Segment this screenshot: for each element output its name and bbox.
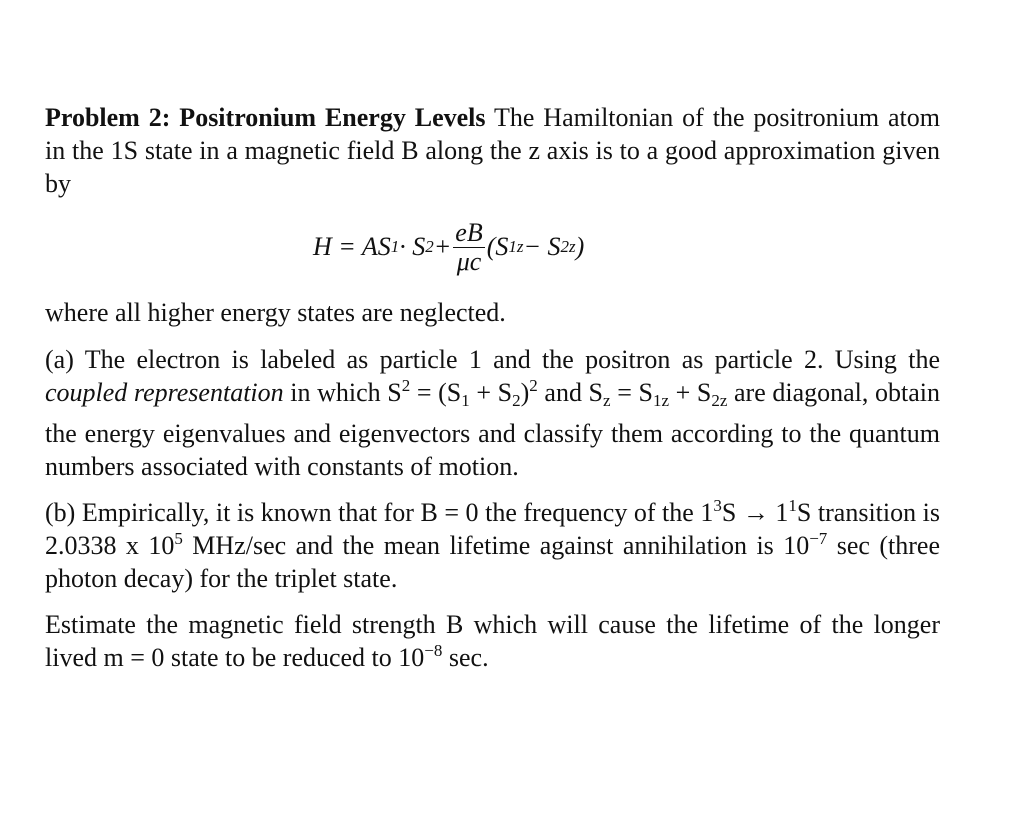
after-equation-text: where all higher energy states are neglected. [45,298,506,327]
part-a-text-2: in which S [283,378,402,407]
eq-paren-open: (S [486,232,509,261]
problem-heading: Problem 2: Positronium Energy Levels [45,103,486,132]
part-a-text-5: ) [520,378,530,407]
eq-lhs: H = AS [313,232,391,261]
part-a-sub-z: z [603,391,611,410]
problem-document [45,101,940,674]
part-b-text-5: sec (three photon decay) for the triplet state. [45,531,940,593]
part-b-sup-minus-7: −7 [809,529,828,548]
part-a-text-7: = S [610,378,653,407]
problem-intro-text: The Hamiltonian of the positronium atom in the 1S state in a magnetic field B along the z axis is to a good approximation given by [45,103,940,198]
eq-fraction [453,219,484,276]
part-a-text-8: + S [668,378,712,407]
hamiltonian-equation [313,216,584,278]
eq-sub-2: 2 [425,237,434,256]
part-b-sup-1: 1 [788,496,797,515]
part-b-text-4: MHz/sec and the mean lifetime against annihilation is 10 [182,531,810,560]
part-b-sup-5: 5 [174,529,183,548]
part-a-sub-2z: 2z [711,391,728,410]
part-a-text-4: + S [469,378,513,407]
part-a-emphasis: coupled representation [45,378,284,407]
part-a-sub-1z: 1z [652,391,669,410]
estimate-paragraph [45,608,940,674]
estimate-text-1: Estimate the magnetic field strength B which will cause the lifetime of the longer lived m = 0 state to be reduced to 10 [45,610,940,672]
eq-fraction-numerator: eB [455,217,483,247]
part-a-sub-2: 2 [512,391,521,410]
part-a-sub-1: 1 [461,391,470,410]
eq-sub-1: 1 [390,237,400,256]
part-b-text-2: S → 1 [721,498,789,527]
eq-sub-1z: 1z [508,237,524,256]
part-a-text-1: (a) The electron is labeled as particle 1 and the positron as particle 2. Using the [45,345,940,374]
part-b-paragraph [45,496,940,595]
part-b-text-1: (b) Empirically, it is known that for B = 0 the frequency of the 1 [45,498,714,527]
part-b-text-3: S transition is 2.0338 x 10 [45,498,940,560]
eq-plus: + [433,232,452,261]
part-a-sup-2b: 2 [529,376,538,395]
estimate-sup-minus-8: −8 [424,641,443,660]
estimate-text-2: sec. [442,643,489,672]
part-b-sup-3: 3 [713,496,722,515]
part-a-text-3: = (S [410,378,462,407]
part-a-sup-2: 2 [401,376,411,395]
part-a-text-9: are diagonal, obtain the energy eigenvalues and eigenvectors and classify them according to the quantum numbers associated with constants of motion. [45,378,940,481]
eq-dot: · S [399,232,426,261]
part-a-text-6: and S [537,378,604,407]
hamiltonian-equation-block [45,200,940,296]
part-a-paragraph [45,343,940,483]
eq-fraction-denominator: μc [456,246,482,276]
eq-minus: − S [523,232,561,261]
eq-sub-2z: 2z [560,237,576,256]
eq-paren-close: ) [575,232,585,261]
problem-intro-paragraph [45,101,940,200]
